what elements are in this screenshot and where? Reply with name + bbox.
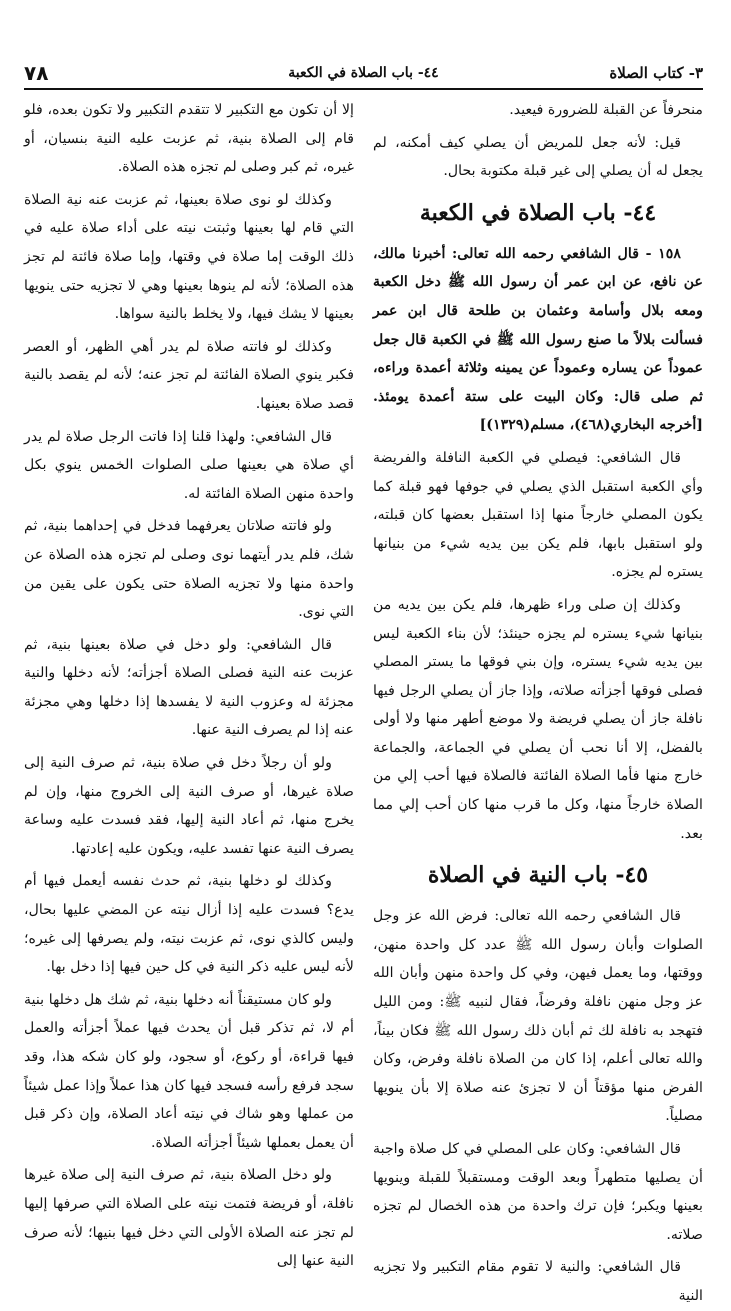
paragraph: وكذلك لو نوى صلاة بعينها، ثم عزبت عنه نية الصلاة التي قام لها بعينها وثبتت نيته على أداء صلاة عليه في ذلك الوقت إما صلاة في وقتها، وإما صلاة فائتة لم تجز هذه الصلاة؛ لأنه لم ينوها بعينها وهي لا تجزيه حتى ينويها بعينها لا يشك فيها، ولا يخلط بالنية سواها. bbox=[24, 191, 354, 323]
paragraph: ولو دخل الصلاة بنية، ثم صرف النية إلى صلاة غيرها نافلة، أو فريضة فتمت نيته على الصلاة التي صرفها إليها لم تجز عنه الصلاة الأولى التي دخل فيها بنيها؛ لأنه صرف النية عنها إلى bbox=[24, 1167, 354, 1270]
paragraph: قال الشافعي: ولو دخل في صلاة بعينها بنية، ثم عزبت عنه النية فصلى الصلاة أجزأته؛ لأنه دخلها والنية مجزئة له وعزوب النية لا يفسدها إذا دخلها وهي مجزئة عنه إذا لم يصرف النية عنها. bbox=[24, 636, 354, 739]
paragraph: قيل: لأنه جعل للمريض أن يصلي كيف أمكنه، لم يجعل له أن يصلي إلى غير قبلة مكتوبة بحال. bbox=[373, 134, 703, 180]
paragraph: وكذلك إن صلى وراء ظهرها، فلم يكن بين يديه من بنيانها شيء يستره لم يجزه حينئذ؛ لأن بناء الكعبة ليس بين يديه شيء يستره، وإن بني فوقها ما يستر المصلي فصلى فوقها أجزأته صلاته، وإذا جاز أن يصلي الرجل فيها نافلة جاز أن يصلي فريضة ولا موضع أطهر منها ولا أولى بالفضل، إلا أنا نحب أن يصلي في الجماعة، والجماعة خارج منها فأما الصلاة الفائتة فالصلاة فيها أحب إلي من الصلاة خارجاً منها، وكل ما قرب منها كان أحب إلي مما بعد. bbox=[373, 596, 703, 842]
paragraph: ولو كان مستيقناً أنه دخلها بنية، ثم شك هل دخلها بنية أم لا، ثم تذكر قبل أن يحدث فيها عملاً أجزأته والعمل فيها قراءة، أو ركوع، أو سجود، ولو كان شكه هذا، وقد سجد فرفع رأسه فسجد فيها كان هذا عملاً وإذا عمل شيئاً من عملها وهو شاك في نيته أعاد الصلاة، وإن ذكر قبل أن يعمل بعملها شيئاً أجزأته الصلاة. bbox=[24, 991, 354, 1151]
paragraph: ولو فاتته صلاتان يعرفهما فدخل في إحداهما بنية، ثم شك، فلم يدر أيتهما نوى وصلى لم تجزه هذه الصلاة عن واحدة منها ولا تجزيه الصلاة حتى يكون على يقين من التي نوى. bbox=[24, 518, 354, 621]
book-title: ٣- كتاب الصلاة bbox=[609, 64, 703, 82]
section-title: ٤٤- باب الصلاة في الكعبة bbox=[288, 65, 439, 81]
right-column bbox=[373, 96, 703, 1304]
chapter-heading-44: ٤٤- باب الصلاة في الكعبة bbox=[419, 199, 657, 226]
page-header bbox=[24, 60, 703, 86]
left-column bbox=[24, 96, 354, 1270]
paragraph: قال الشافعي: ولهذا قلنا إذا فاتت الرجل صلاة لم يدر أي صلاة هي بعينها صلى الصلوات الخمس ينوي بكل واحدة منهن الصلاة الفائتة له. bbox=[24, 428, 354, 502]
paragraph: قال الشافعي رحمه الله تعالى: فرض الله عز وجل الصلوات وأبان رسول الله ﷺ عدد كل واحدة منهن، ووقتها، وما يعمل فيهن، وفي كل واحدة منهن وأبان الله عز وجل منهن نافلة وفرضاً، فقال لنبيه ﷺ: ومن الليل فتهجد به نافلة لك ثم أبان ذلك رسول الله ﷺ فكان بيناً، والله تعالى أعلم، إذا كان من الصلاة نافلة وفرض، وكان الفرض منها مؤقتاً أن لا تجزئ عنه صلاة إلا بأن ينويها مصلياً. bbox=[373, 908, 703, 1125]
page-number: ٧٨ bbox=[24, 61, 49, 85]
hadith-158: ١٥٨ - قال الشافعي رحمه الله تعالى: أخبرنا مالك، عن نافع، عن ابن عمر أن رسول الله ﷺ دخل الكعبة ومعه بلال وأسامة وعثمان بن طلحة قال ابن عمر فسألت بلالاً ما صنع رسول الله ﷺ في الكعبة قال جعل عموداً عن يساره وعموداً عن يمينه وثلاثة أعمدة وراءه، ثم صلى قال: وكان البيت على ستة أعمدة يومئذ. [أخرجه البخاري(٤٦٨)، مسلم(١٣٢٩)] bbox=[373, 245, 703, 434]
header-divider bbox=[24, 88, 703, 90]
paragraph: قال الشافعي: والنية لا تقوم مقام التكبير ولا تجزيه النية bbox=[373, 1259, 703, 1304]
paragraph: وكذلك لو دخلها بنية، ثم حدث نفسه أيعمل فيها أم يدع؟ فسدت عليه إذا أزال نيته عن المضي عليها بحال، وليس كالذي نوى، ثم عزبت نيته، ولم يصرفها إلى غيره؛ لأنه ليس عليه ذكر النية في كل حين فيها إذا دخل بها. bbox=[24, 873, 354, 976]
paragraph: وكذلك لو فاتته صلاة لم يدر أهي الظهر، أو العصر فكبر ينوي الصلاة الفائتة لم تجز عنه؛ لأنه لم يقصد بالنية قصد صلاة بعينها. bbox=[24, 338, 354, 412]
paragraph: قال الشافعي: وكان على المصلي في كل صلاة واجبة أن يصليها متطهراً وبعد الوقت ومستقبلاً للقبلة وينويها بعينها ويكبر؛ فإن ترك واحدة من هذه الخصال لم تجزه صلاته. bbox=[373, 1141, 703, 1243]
chapter-heading-45: ٤٥- باب النية في الصلاة bbox=[427, 862, 649, 889]
paragraph: إلا أن تكون مع التكبير لا تتقدم التكبير ولا تكون بعده، فلو قام إلى الصلاة بنية، ثم عزبت عليه النية بنسيان، أو غيره، ثم كبر وصلى لم تجزه هذه الصلاة. bbox=[24, 102, 354, 176]
paragraph: ولو أن رجلاً دخل في صلاة بنية، ثم صرف النية إلى صلاة غيرها، أو صرف النية إلى الخروج منها، وإن لم يخرج منها، ثم أعاد النية إليها، فقد فسدت عليه وساعة يصرف النية عنها تفسد عليه، ويكون عليه إعادتها. bbox=[24, 755, 354, 857]
paragraph: منحرفاً عن القبلة للضرورة فيعيد. bbox=[509, 102, 703, 118]
paragraph: قال الشافعي: فيصلي في الكعبة النافلة والفريضة وأي الكعبة استقبل الذي يصلي في جوفها فهو قبلة كما يكون المصلي خارجاً منها إذا استقبل بعضها كان قبلته، ولو استقبل بابها، فلم يكن بين يديه شيء من بنيانها يستره لم يجزه. bbox=[373, 449, 703, 581]
